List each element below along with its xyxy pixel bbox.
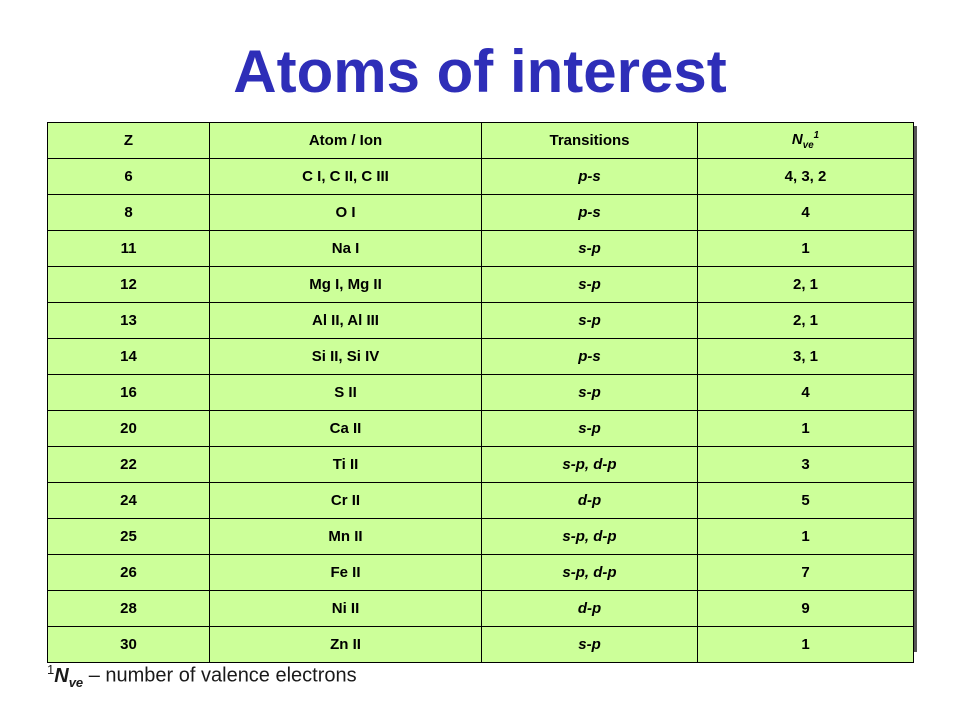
footnote bbox=[47, 662, 357, 690]
cell-atom-ion: Mg I, Mg II bbox=[210, 267, 482, 303]
cell-transitions: s-p bbox=[482, 411, 698, 447]
cell-atom-ion: S II bbox=[210, 375, 482, 411]
cell-transitions: s-p, d-p bbox=[482, 555, 698, 591]
cell-atom-ion: Si II, Si IV bbox=[210, 339, 482, 375]
cell-transitions: s-p, d-p bbox=[482, 447, 698, 483]
footnote-marker: 1 bbox=[47, 662, 55, 677]
cell-atom-ion: Al II, Al III bbox=[210, 303, 482, 339]
atoms-table bbox=[47, 122, 914, 663]
cell-atom-ion: Fe II bbox=[210, 555, 482, 591]
cell-z: 12 bbox=[48, 267, 210, 303]
table-row bbox=[48, 411, 914, 447]
cell-transitions: s-p, d-p bbox=[482, 519, 698, 555]
cell-nve: 5 bbox=[698, 483, 914, 519]
table-row bbox=[48, 267, 914, 303]
cell-nve: 1 bbox=[698, 411, 914, 447]
cell-atom-ion: Mn II bbox=[210, 519, 482, 555]
table-row bbox=[48, 591, 914, 627]
cell-transitions: p-s bbox=[482, 159, 698, 195]
cell-transitions: d-p bbox=[482, 591, 698, 627]
header-transitions: Transitions bbox=[482, 123, 698, 159]
cell-nve: 2, 1 bbox=[698, 303, 914, 339]
header-z: Z bbox=[48, 123, 210, 159]
cell-nve: 4, 3, 2 bbox=[698, 159, 914, 195]
footnote-symbol: N bbox=[54, 664, 69, 687]
table-row bbox=[48, 555, 914, 591]
table-row bbox=[48, 159, 914, 195]
cell-z: 24 bbox=[48, 483, 210, 519]
cell-transitions: p-s bbox=[482, 339, 698, 375]
slide-title: Atoms of interest bbox=[233, 38, 727, 105]
atoms-table-container bbox=[47, 122, 913, 653]
cell-z: 20 bbox=[48, 411, 210, 447]
cell-z: 11 bbox=[48, 231, 210, 267]
cell-z: 30 bbox=[48, 627, 210, 663]
cell-z: 13 bbox=[48, 303, 210, 339]
header-atom-ion: Atom / Ion bbox=[210, 123, 482, 159]
table-row bbox=[48, 303, 914, 339]
cell-z: 14 bbox=[48, 339, 210, 375]
table-row bbox=[48, 447, 914, 483]
cell-z: 16 bbox=[48, 375, 210, 411]
footnote-text: – number of valence electrons bbox=[83, 664, 357, 687]
cell-nve: 4 bbox=[698, 375, 914, 411]
cell-nve: 1 bbox=[698, 519, 914, 555]
cell-atom-ion: O I bbox=[210, 195, 482, 231]
header-nve-subscript: ve bbox=[802, 140, 814, 151]
cell-transitions: s-p bbox=[482, 303, 698, 339]
cell-nve: 1 bbox=[698, 231, 914, 267]
cell-nve: 1 bbox=[698, 627, 914, 663]
table-body bbox=[48, 159, 914, 663]
cell-atom-ion: Cr II bbox=[210, 483, 482, 519]
cell-z: 28 bbox=[48, 591, 210, 627]
cell-transitions: s-p bbox=[482, 627, 698, 663]
cell-nve: 3, 1 bbox=[698, 339, 914, 375]
cell-transitions: s-p bbox=[482, 267, 698, 303]
cell-nve: 9 bbox=[698, 591, 914, 627]
cell-nve: 4 bbox=[698, 195, 914, 231]
cell-z: 22 bbox=[48, 447, 210, 483]
cell-atom-ion: Zn II bbox=[210, 627, 482, 663]
table-row bbox=[48, 519, 914, 555]
cell-transitions: s-p bbox=[482, 231, 698, 267]
cell-z: 8 bbox=[48, 195, 210, 231]
table-row bbox=[48, 483, 914, 519]
header-nve-superscript: 1 bbox=[813, 130, 820, 141]
cell-z: 26 bbox=[48, 555, 210, 591]
table-row bbox=[48, 627, 914, 663]
cell-z: 25 bbox=[48, 519, 210, 555]
cell-transitions: s-p bbox=[482, 375, 698, 411]
cell-nve: 2, 1 bbox=[698, 267, 914, 303]
cell-z: 6 bbox=[48, 159, 210, 195]
cell-transitions: d-p bbox=[482, 483, 698, 519]
cell-atom-ion: Na I bbox=[210, 231, 482, 267]
header-nve-symbol: N bbox=[791, 131, 803, 148]
cell-atom-ion: Ni II bbox=[210, 591, 482, 627]
cell-transitions: p-s bbox=[482, 195, 698, 231]
cell-atom-ion: Ti II bbox=[210, 447, 482, 483]
table-row bbox=[48, 339, 914, 375]
cell-nve: 7 bbox=[698, 555, 914, 591]
table-row bbox=[48, 375, 914, 411]
table-row bbox=[48, 231, 914, 267]
cell-nve: 3 bbox=[698, 447, 914, 483]
table-row bbox=[48, 195, 914, 231]
table-header-row bbox=[48, 123, 914, 159]
footnote-symbol-subscript: ve bbox=[68, 674, 84, 690]
header-nve bbox=[698, 123, 914, 159]
cell-atom-ion: C I, C II, C III bbox=[210, 159, 482, 195]
cell-atom-ion: Ca II bbox=[210, 411, 482, 447]
